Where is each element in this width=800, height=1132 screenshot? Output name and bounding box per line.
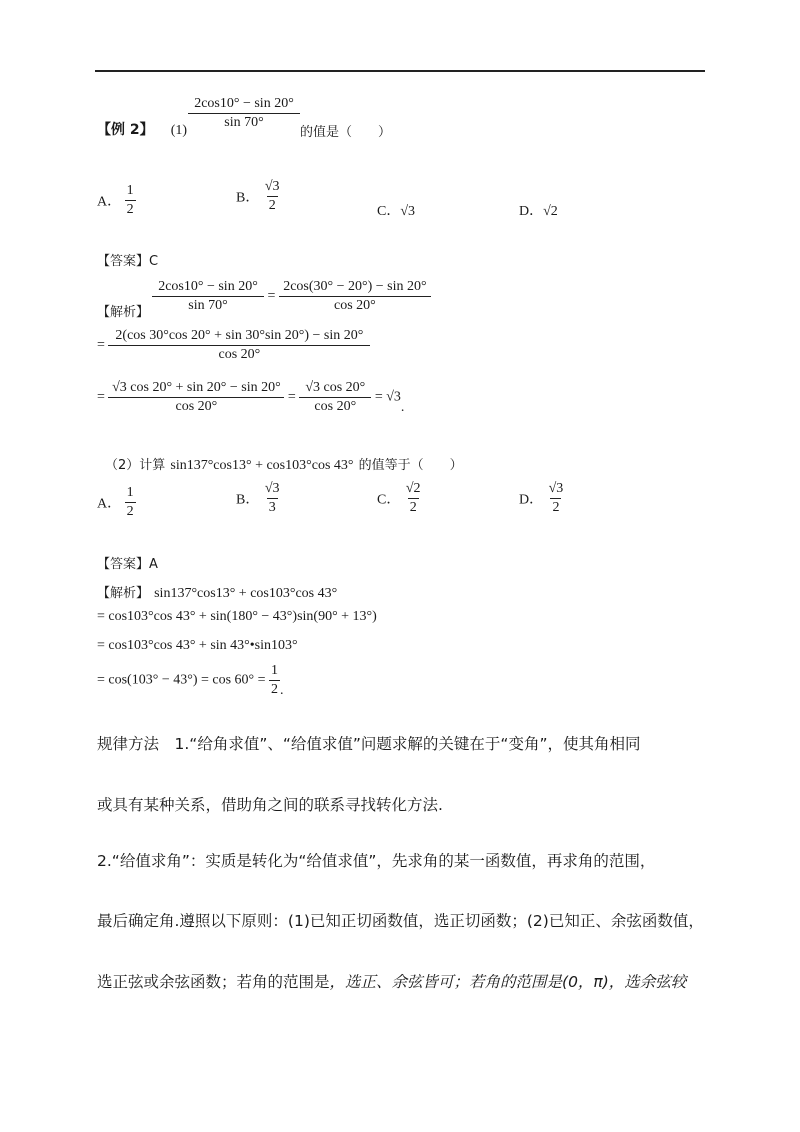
method-p1-line2: 或具有某种关系，借助角之间的联系寻找转化方法. (97, 796, 443, 814)
header-rule (95, 70, 705, 72)
q1-number: (1) (170, 123, 188, 138)
q1-fraction (188, 95, 300, 132)
q1-option-b: B． $\frac{√3}{2}$ (236, 179, 280, 213)
q1-option-a: A． $\frac{1}{2}$ (97, 183, 134, 217)
method-p2-line2: 最后确定角.遵照以下原则：(1)已知正切函数值，选正切函数；(2)已知正、余弦函数值， (97, 912, 704, 930)
q2-analysis-line3: = cos103°cos 43° + sin 43°•sin103° (97, 638, 298, 653)
q1-frac-num: 2cos10° − sin 20° (194, 96, 294, 111)
q1-frac-den: sin 70° (188, 113, 300, 132)
method-p1-line1: 规律方法 1.“给角求值”、“给值求值”问题求解的关键在于“变角”，使其角相同 (97, 735, 641, 753)
example-label-row (97, 119, 187, 139)
q2-prefix: （2）计算 (105, 458, 166, 473)
method-p2-line3: 选正弦或余弦函数；若角的范围是，选正、余弦皆可；若角的范围是(0，π)，选余弦较 (97, 973, 687, 991)
q2-suffix: 的值等于（ ） (358, 458, 463, 473)
q2-expr: sin137°cos13° + cos103°cos 43° (170, 458, 354, 473)
q1-option-d: D．√2 (519, 204, 558, 219)
q2-option-c: C． $\frac{√2}{2}$ (377, 481, 421, 515)
q1-step1: $\frac{2\cos 10^\circ - \sin 20^\circ}{\sin 70^\circ}$ = $\frac{2\cos(30^\circ - 20^\circ) - \sin 20^\circ}{\cos 20^\circ}$ (152, 278, 431, 315)
q2-option-d: D． $\frac{√3}{2}$ (519, 481, 564, 515)
q2-option-b: B． $\frac{√3}{3}$ (236, 481, 280, 515)
q2-analysis-line2: = cos103°cos 43° + sin(180° − 43°)sin(90° + 13°) (97, 609, 377, 624)
q1-step2: = $\frac{2(\cos 30^\circ\cos 20^\circ + \sin 30^\circ\sin 20^\circ) - \sin 20^\circ}{\cos 20^\circ}$ (97, 327, 370, 364)
q1-option-c: C．√3 (377, 204, 416, 219)
q2-analysis-line1: 【解析】 sin137°cos13° + cos103°cos 43° (97, 586, 338, 601)
example-label: 【例 2】 (97, 122, 154, 138)
q1-suffix: 的值是（ ） (300, 125, 392, 140)
q2-option-a: A． $\frac{1}{2}$ (97, 485, 134, 519)
q1-answer: 【答案】C (97, 254, 159, 269)
q1-analysis-label: 【解析】 (97, 305, 150, 320)
q2-analysis-line4: = cos(103° − 43°) = cos 60° = $\frac{1}{2}$ . (97, 663, 284, 698)
method-p2-line1: 2.“给值求角”：实质是转化为“给值求值”，先求角的某一函数值，再求角的范围， (97, 852, 656, 870)
q2-answer: 【答案】A (97, 557, 158, 572)
q2-question (105, 454, 463, 474)
q1-step3: = $\frac{√3 \cos 20^\circ + \sin 20^\circ - \sin 20^\circ}{\cos 20^\circ}$ = $\frac{√3 \cos 20^\circ}{\cos 20^\circ}$ = √3. (97, 380, 405, 415)
